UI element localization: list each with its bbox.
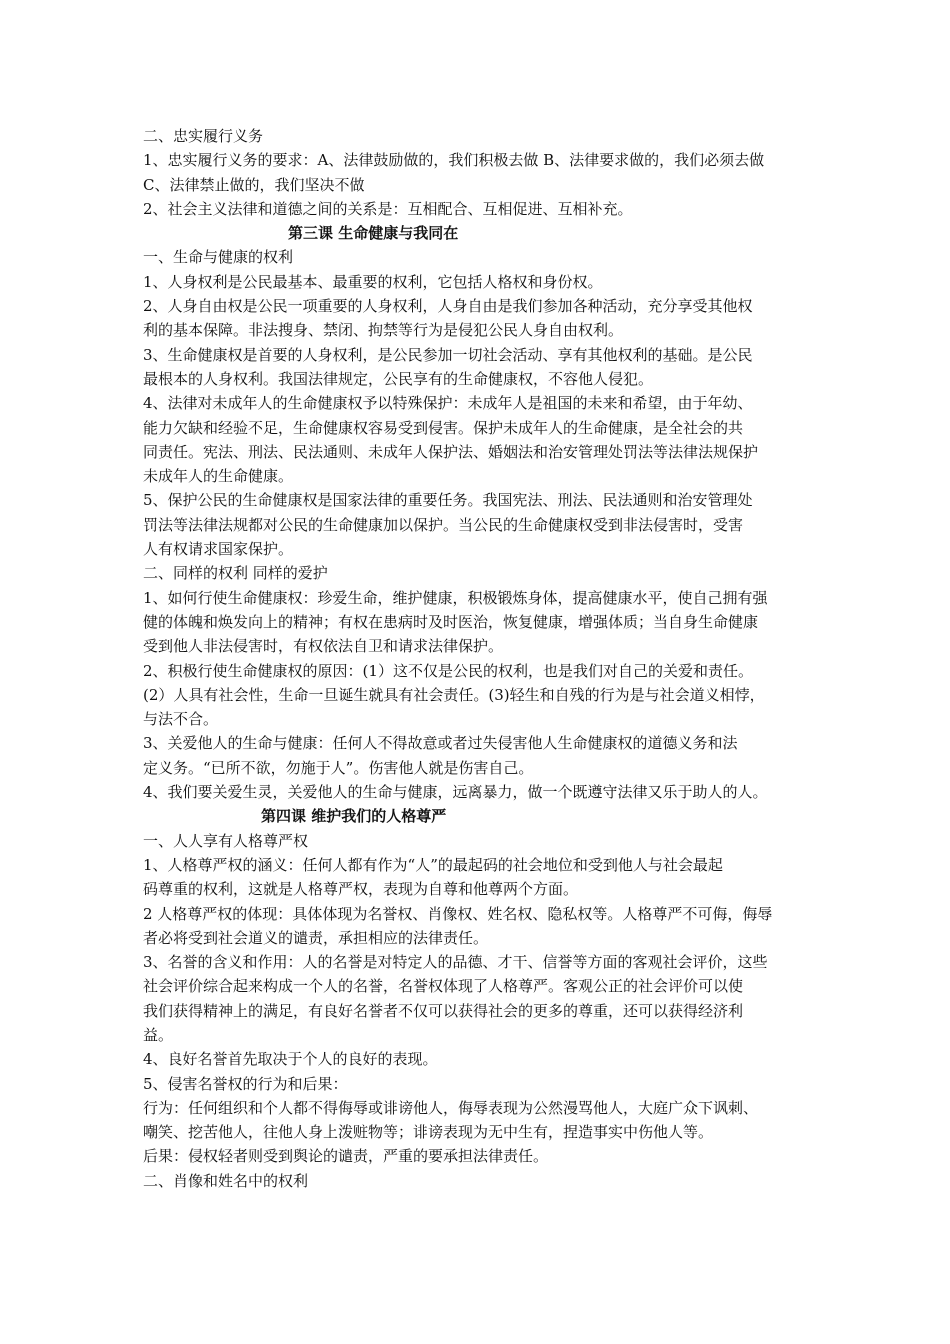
paragraph-line: 3、关爱他人的生命与健康：任何人不得故意或者过失侵害他人生命健康权的道德义务和法 [143, 734, 738, 753]
paragraph-line: 5、侵害名誉权的行为和后果： [143, 1074, 348, 1093]
paragraph-line: 2、积极行使生命健康权的原因：(1）这不仅是公民的权利，也是我们对自己的关爱和责任。 [143, 661, 753, 680]
paragraph-line: 4、良好名誉首先取决于个人的良好的表现。 [143, 1050, 438, 1069]
paragraph-line: 健的体魄和焕发向上的精神；有权在患病时及时医治，恢复健康，增强体质；当自身生命健康 [143, 612, 759, 631]
paragraph-line: 1、如何行使生命健康权：珍爱生命，维护健康，积极锻炼身体，提高健康水平，使自己拥有强 [143, 588, 768, 607]
paragraph-line: 定义务。“已所不欲，勿施于人”。伤害他人就是伤害自己。 [143, 758, 534, 777]
paragraph-line: 我们获得精神上的满足，有良好名誉者不仅可以获得社会的更多的尊重，还可以获得经济利 [143, 1001, 744, 1020]
paragraph-line: 同责任。宪法、刑法、民法通则、未成年人保护法、婚姻法和治安管理处罚法等法律法规保护 [143, 442, 759, 461]
section-heading: 二、同样的权利 同样的爱护 [143, 564, 328, 583]
paragraph-line: 最根本的人身权利。我国法律规定，公民享有的生命健康权，不容他人侵犯。 [143, 369, 654, 388]
lesson-title: 第三课 生命健康与我同在 [288, 224, 459, 243]
section-heading: 一、人人享有人格尊严权 [143, 831, 309, 850]
section-heading: 二、肖像和姓名中的权利 [143, 1171, 309, 1190]
paragraph-line: 未成年人的生命健康。 [143, 467, 294, 486]
paragraph-line: 利的基本保障。非法搜身、禁闭、拘禁等行为是侵犯公民人身自由权利。 [143, 321, 624, 340]
paragraph-line: 受到他人非法侵害时，有权依法自卫和请求法律保护。 [143, 637, 504, 656]
paragraph-line: 3、生命健康权是首要的人身权利，是公民参加一切社会活动、享有其他权利的基础。是公民 [143, 345, 753, 364]
paragraph-line: 4、法律对未成年人的生命健康权予以特殊保护：未成年人是祖国的未来和希望，由于年幼、 [143, 394, 753, 413]
paragraph-line: 2、社会主义法律和道德之间的关系是：互相配合、互相促进、互相补充。 [143, 199, 633, 218]
paragraph-line: 1、人格尊严权的涵义：任何人都有作为“人”的最起码的社会地位和受到他人与社会最起 [143, 855, 723, 874]
paragraph-line: 后果：侵权轻者则受到舆论的谴责，严重的要承担法律责任。 [143, 1147, 549, 1166]
section-heading: 一、生命与健康的权利 [143, 248, 294, 267]
paragraph-line: 人有权请求国家保护。 [143, 540, 294, 559]
paragraph-line: 4、我们要关爱生灵，关爱他人的生命与健康，远离暴力，做一个既遵守法律又乐于助人的人。 [143, 783, 768, 802]
paragraph-line: 1、忠实履行义务的要求：A、法律鼓励做的，我们积极去做 B、法律要求做的，我们必须去做 [143, 151, 765, 170]
paragraph-line: 行为：任何组织和个人都不得侮辱或诽谤他人，侮辱表现为公然漫骂他人，大庭广众下讽刺、 [143, 1098, 759, 1117]
document-page [143, 124, 815, 1193]
paragraph-line: 码尊重的权利，这就是人格尊严权，表现为自尊和他尊两个方面。 [143, 880, 579, 899]
paragraph-line: 社会评价综合起来构成一个人的名誉，名誉权体现了人格尊严。客观公正的社会评价可以使 [143, 977, 744, 996]
paragraph-line: 益。 [143, 1025, 174, 1044]
paragraph-line: 嘲笑、挖苦他人，往他人身上泼赃物等；诽谤表现为无中生有，捏造事实中伤他人等。 [143, 1123, 714, 1142]
paragraph-line: 能力欠缺和经验不足，生命健康权容易受到侵害。保护未成年人的生命健康，是全社会的共 [143, 418, 744, 437]
paragraph-line: 者必将受到社会道义的谴责，承担相应的法律责任。 [143, 928, 489, 947]
paragraph-line: 3、名誉的含义和作用：人的名誉是对特定人的品德、才干、信誉等方面的客观社会评价，这些 [143, 953, 768, 972]
section-heading: 二、忠实履行义务 [143, 127, 264, 145]
lesson-title: 第四课 维护我们的人格尊严 [261, 807, 447, 826]
paragraph-line: 5、保护公民的生命健康权是国家法律的重要任务。我国宪法、刑法、民法通则和治安管理处 [143, 491, 753, 510]
paragraph-line: 2 人格尊严权的体现：具体体现为名誉权、肖像权、姓名权、隐私权等。人格尊严不可侮，侮辱 [143, 904, 773, 923]
paragraph-line: 2、人身自由权是公民一项重要的人身权利，人身自由是我们参加各种活动，充分享受其他权 [143, 297, 753, 316]
paragraph-line: 罚法等法律法规都对公民的生命健康加以保护。当公民的生命健康权受到非法侵害时，受害 [143, 515, 744, 534]
paragraph-line: 1、人身权利是公民最基本、最重要的权利，它包括人格权和身份权。 [143, 272, 603, 291]
paragraph-line: C、法律禁止做的，我们坚决不做 [143, 175, 365, 194]
paragraph-line: 与法不合。 [143, 710, 219, 729]
paragraph-line: (2）人具有社会性，生命一旦诞生就具有社会责任。(3)轻生和自残的行为是与社会道义相悖， [143, 685, 765, 704]
